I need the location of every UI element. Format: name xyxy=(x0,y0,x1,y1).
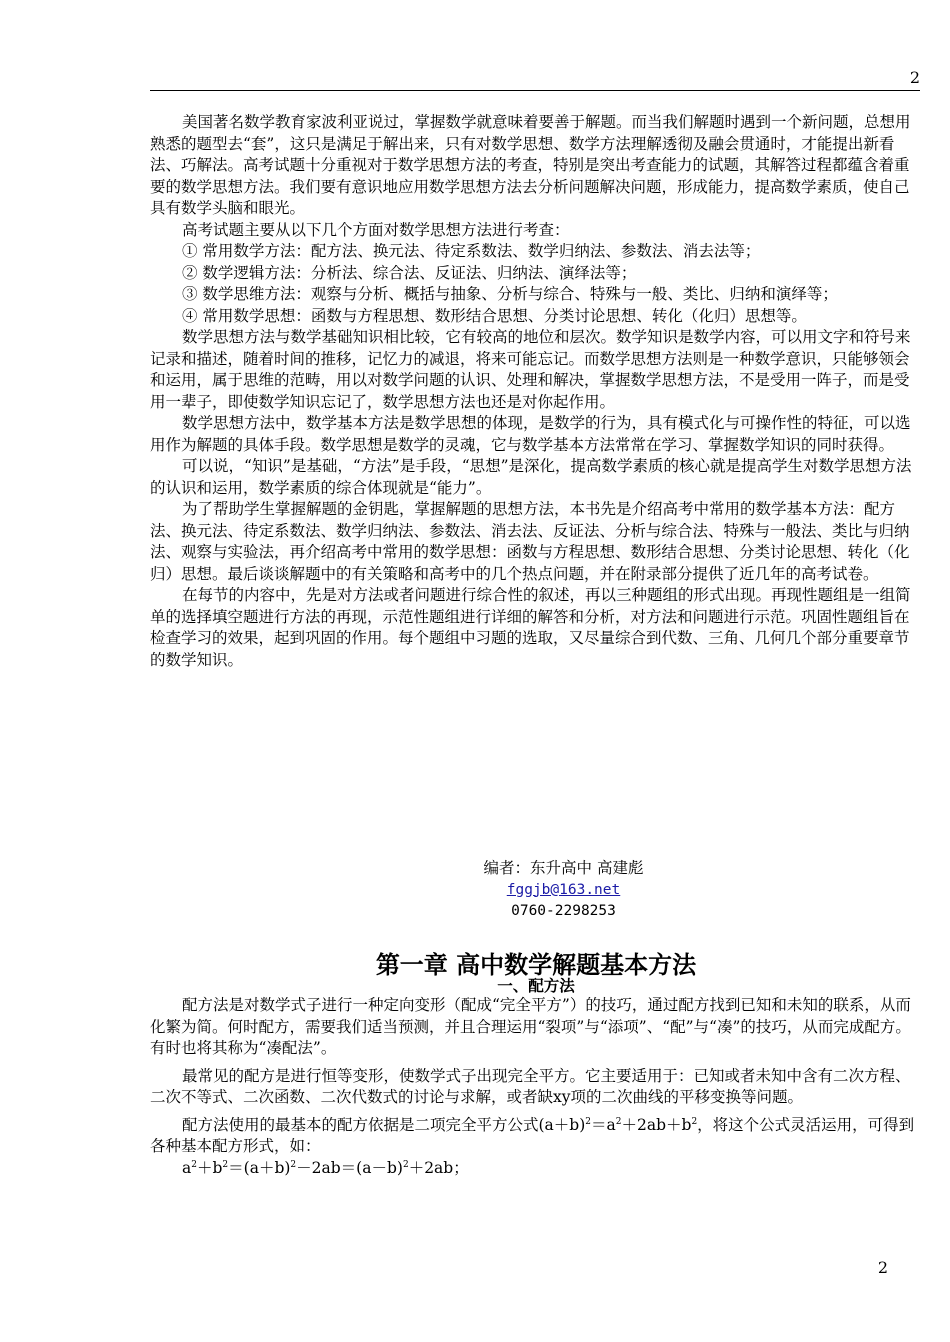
header-rule xyxy=(150,90,920,91)
formula-line: $a^2+b^2=(a+b)^2-2ab=(a-b)^2+2ab$； xyxy=(182,1158,469,1177)
author-block xyxy=(150,858,922,923)
chapter-paragraph-2: 最常见的配方是进行恒等变形，使数学式子出现完全平方。它主要适用于：已知或者未知中含有二次方程、二次不等式、二次函数、二次代数式的讨论与求解，或者缺xy项的二次曲线的平移变换等问题。 xyxy=(150,1066,911,1106)
intro-paragraph-6: 为了帮助学生掌握解题的金钥匙，掌握解题的思想方法，本书先是介绍高考中常用的数学基本方法：配方法、换元法、待定系数法、数学归纳法、参数法、消去法、反证法、分析与综合法、特殊与一般法、类比与归纳法、观察与实验法，再介绍高考中常用的数学思想：函数与方程思想、数形结合思想、分类讨论思想、转化（化归）思想。最后谈谈解题中的有关策略和高考中的几个热点问题，并在附录部分提供了近几年的高考试卷。 xyxy=(150,500,910,583)
section-title: 一、配方法 xyxy=(497,977,575,995)
method-item-1: ① 常用数学方法：配方法、换元法、待定系数法、数学归纳法、参数法、消去法等； xyxy=(182,242,761,260)
author-phone: 0760-2298253 xyxy=(511,903,616,919)
intro-paragraph-1: 美国著名数学教育家波利亚说过，掌握数学就意味着要善于解题。而当我们解题时遇到一个新问题，总想用熟悉的题型去“套”，这只是满足于解出来，只有对数学思想、数学方法理解透彻及融会贯通时，才能提出新看法、巧解法。高考试题十分重视对于数学思想方法的考查，特别是突出考查能力的试题，其解答过程都蕴含着重要的数学思想方法。我们要有意识地应用数学思想方法去分析问题解决问题，形成能力，提高数学素质，使自己具有数学头脑和眼光。 xyxy=(150,113,911,217)
intro-paragraph-4: 数学思想方法中，数学基本方法是数学思想的体现，是数学的行为，具有模式化与可操作性的特征，可以选用作为解题的具体手段。数学思想是数学的灵魂，它与数学基本方法常常在学习、掌握数学知识的同时获得。 xyxy=(150,414,911,454)
header-page-number: 2 xyxy=(909,68,920,87)
intro-paragraph-7: 在每节的内容中，先是对方法或者问题进行综合性的叙述，再以三种题组的形式出现。再现性题组是一组简单的选择填空题进行方法的再现，示范性题组进行详细的解答和分析，对方法和问题进行示范。巩固性题组旨在检查学习的效果，起到巩固的作用。每个题组中习题的选取，又尽量综合到代数、三角、几何几个部分重要章节的数学知识。 xyxy=(150,586,911,669)
chapter-paragraph-1: 配方法是对数学式子进行一种定向变形（配成“完全平方”）的技巧，通过配方找到已知和未知的联系，从而化繁为简。何时配方，需要我们适当预测，并且合理运用“裂项”与“添项”、“配”与“凑”的技巧，从而完成配方。有时也将其称为“凑配法”。 xyxy=(150,996,911,1057)
intro-paragraph-5: 可以说，“知识”是基础，“方法”是手段，“思想”是深化，提高数学素质的核心就是提高学生对数学思想方法的认识和运用，数学素质的综合体现就是“能力”。 xyxy=(150,457,912,497)
method-item-3: ③ 数学思维方法：观察与分析、概括与抽象、分析与综合、特殊与一般、类比、归纳和演绎等； xyxy=(182,285,838,303)
method-item-4: ④ 常用数学思想：函数与方程思想、数形结合思想、分类讨论思想、转化（化归）思想等。 xyxy=(182,306,807,325)
intro-paragraph-3: 数学思想方法与数学基础知识相比较，它有较高的地位和层次。数学知识是数学内容，可以用文字和符号来记录和描述，随着时间的推移，记忆力的减退，将来可能忘记。而数学思想方法则是一种数学意识，只能够领会和运用，属于思维的范畴，用以对数学问题的认识、处理和解决，掌握数学思想方法，不是受用一阵子，而是受用一辈子，即使数学知识忘记了，数学思想方法也还是对你起作用。 xyxy=(150,328,911,411)
intro-section xyxy=(150,112,922,671)
chapter-paragraph-3: 配方法使用的最基本的配方依据是二项完全平方公式$(a+b)^2=a^2+2ab+b^2$，将这个公式灵活运用，可得到各种基本配方形式，如： xyxy=(150,1115,915,1155)
chapter-title: 第一章 高中数学解题基本方法 xyxy=(375,951,697,979)
intro-paragraph-2: 高考试题主要从以下几个方面对数学思想方法进行考查： xyxy=(182,220,570,239)
author-line: 编者：东升高中 高建彪 xyxy=(483,859,644,877)
footer-page-number: 2 xyxy=(877,1258,888,1277)
chapter-body xyxy=(150,995,922,1179)
method-item-2: ② 数学逻辑方法：分析法、综合法、反证法、归纳法、演绎法等； xyxy=(182,263,637,282)
author-email-link[interactable]: fggjb@163.net xyxy=(506,881,621,898)
